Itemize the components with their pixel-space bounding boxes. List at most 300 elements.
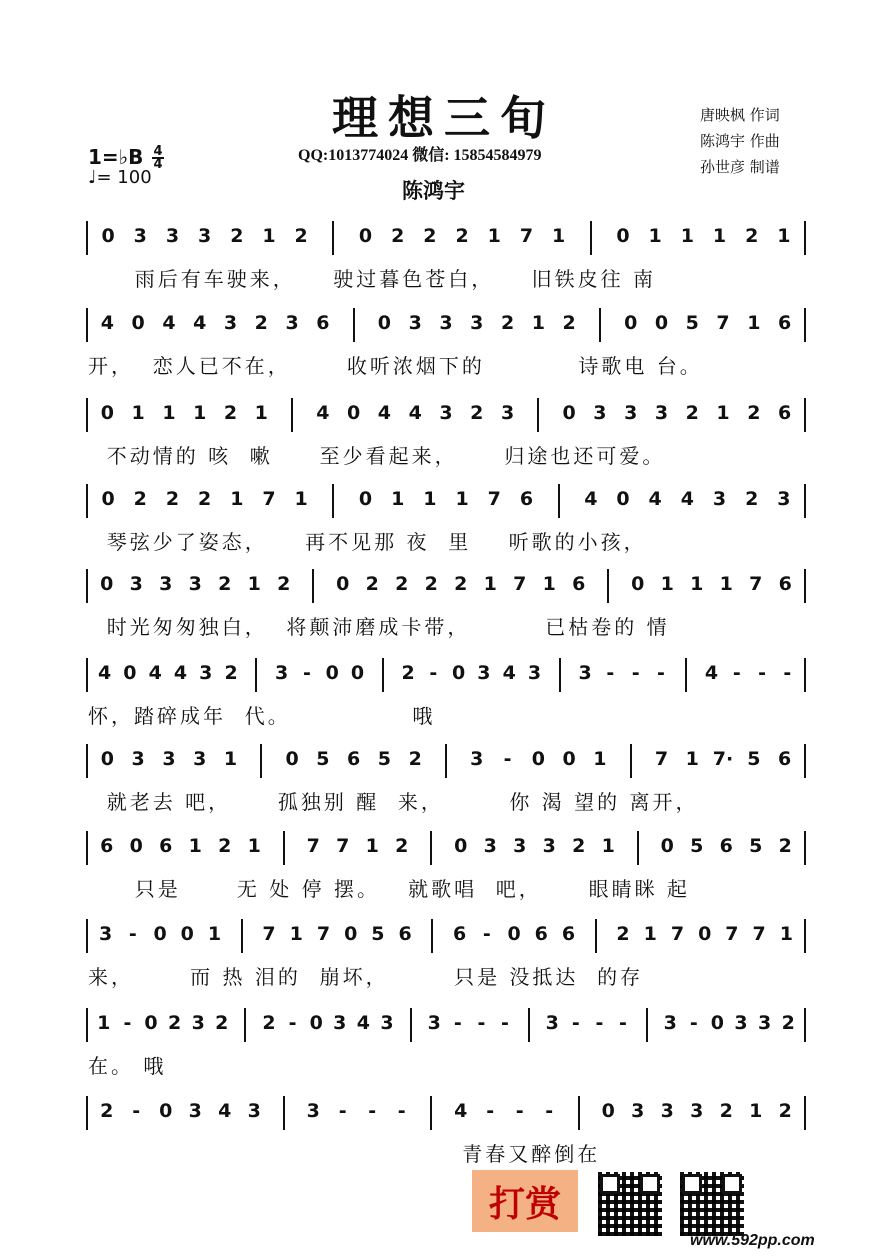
note: 2 bbox=[401, 662, 415, 684]
note: - bbox=[397, 1100, 406, 1122]
qr-code-icon bbox=[680, 1172, 744, 1236]
note: 1 bbox=[680, 225, 694, 247]
note: 6 bbox=[572, 573, 586, 595]
note: 0 bbox=[616, 488, 630, 510]
lyric-line: 来， 而 热 泪的 崩坏， 只是 没抵达 的存 bbox=[88, 965, 644, 989]
staff-row bbox=[0, 1100, 888, 1210]
note: 4 bbox=[648, 488, 662, 510]
note: 0 bbox=[654, 312, 669, 334]
note: 2 bbox=[423, 225, 437, 247]
bar-line bbox=[353, 308, 355, 342]
bar-line bbox=[244, 1008, 246, 1042]
lyric-line: 雨后有车驶来， 驶过暮色苍白， 旧铁皮往 南 bbox=[88, 267, 657, 291]
note: 0 bbox=[454, 835, 468, 857]
bar-line bbox=[410, 1008, 412, 1042]
note: 1 bbox=[230, 488, 244, 510]
note: 2 bbox=[218, 573, 232, 595]
note: 4 bbox=[408, 402, 422, 424]
note: - bbox=[123, 1012, 132, 1034]
note: 3 bbox=[188, 573, 202, 595]
bar-line bbox=[86, 221, 88, 255]
note: 4 bbox=[100, 312, 115, 334]
note: 1 bbox=[289, 923, 303, 945]
note: 0 bbox=[631, 573, 645, 595]
note: 0 bbox=[616, 225, 630, 247]
note: 3 bbox=[285, 312, 299, 334]
bar-line bbox=[804, 1008, 806, 1042]
bar-line bbox=[595, 919, 597, 953]
bar-line bbox=[528, 1008, 530, 1042]
lyric-line: 不动情的 咳 嗽 至少看起来， 归途也还可爱。 bbox=[88, 444, 666, 468]
note: 0 bbox=[131, 312, 145, 334]
note: 0 bbox=[101, 225, 115, 247]
note: - bbox=[758, 662, 767, 684]
note: 3 bbox=[757, 1012, 772, 1034]
time-signature-denominator: 4 bbox=[153, 157, 163, 172]
note: - bbox=[503, 748, 512, 770]
note: 0 bbox=[452, 662, 466, 684]
note: 6 bbox=[159, 835, 173, 857]
note: 3 bbox=[306, 1100, 320, 1122]
note: 3 bbox=[542, 835, 556, 857]
note: 1 bbox=[294, 488, 308, 510]
note: 3 bbox=[162, 748, 176, 770]
note: 2 bbox=[616, 923, 630, 945]
note: 6 bbox=[316, 312, 330, 334]
note: 0 bbox=[100, 748, 115, 770]
note: 0 bbox=[180, 923, 194, 945]
note: 5 bbox=[749, 835, 763, 857]
note: 1 bbox=[779, 923, 793, 945]
bar-line bbox=[637, 831, 639, 865]
note: 1 bbox=[207, 923, 222, 945]
note: 6 bbox=[777, 312, 792, 334]
note: 4 bbox=[377, 402, 392, 424]
note: 1 bbox=[455, 488, 469, 510]
bar-line bbox=[332, 221, 334, 255]
singer-name: 陈鸿宇 bbox=[402, 179, 465, 203]
bar-line bbox=[559, 658, 561, 692]
note: 7 bbox=[670, 923, 685, 945]
note: 1 bbox=[247, 835, 261, 857]
note: 2 bbox=[395, 573, 409, 595]
note: 3 bbox=[165, 225, 180, 247]
note: 7 bbox=[716, 312, 730, 334]
note: - bbox=[477, 1012, 486, 1034]
note: 5 bbox=[377, 748, 392, 770]
note: 7 bbox=[487, 488, 501, 510]
note: 6 bbox=[100, 835, 114, 857]
note: 1 bbox=[719, 573, 733, 595]
bar-line bbox=[804, 569, 806, 603]
bar-line bbox=[537, 398, 539, 432]
note: 6 bbox=[777, 402, 792, 424]
note: 3 bbox=[333, 1012, 347, 1034]
bar-line bbox=[685, 658, 687, 692]
note: 1 bbox=[660, 573, 674, 595]
site-watermark: www.592pp.com bbox=[690, 1232, 815, 1249]
note: 6 bbox=[561, 923, 576, 945]
note: 2 bbox=[365, 573, 379, 595]
note: 4 bbox=[162, 312, 176, 334]
note: 1 bbox=[423, 488, 437, 510]
note: 1 bbox=[685, 748, 699, 770]
note: 0 bbox=[285, 748, 299, 770]
note: 1 bbox=[365, 835, 379, 857]
bar-line bbox=[430, 831, 432, 865]
lyric-line: 琴弦少了姿态， 再不见那 夜 里 听歌的小孩， bbox=[88, 530, 647, 554]
time-signature-numerator: 4 bbox=[153, 144, 163, 159]
note: 1 bbox=[648, 225, 662, 247]
note: 3 bbox=[159, 573, 173, 595]
note: 1 bbox=[749, 1100, 763, 1122]
bar-line bbox=[804, 398, 806, 432]
bar-line bbox=[804, 221, 806, 255]
note: 2 bbox=[215, 1012, 229, 1034]
bar-line bbox=[255, 658, 257, 692]
bar-line bbox=[312, 569, 314, 603]
note: 2 bbox=[294, 225, 308, 247]
bar-line bbox=[599, 308, 601, 342]
note: 3 bbox=[483, 835, 497, 857]
note: 2 bbox=[391, 225, 405, 247]
bar-line bbox=[86, 1008, 88, 1042]
note: 2 bbox=[254, 312, 268, 334]
note: - bbox=[128, 923, 137, 945]
note: 6 bbox=[778, 573, 792, 595]
note: - bbox=[302, 662, 311, 684]
reward-button[interactable] bbox=[472, 1170, 578, 1232]
note: 3 bbox=[380, 1012, 394, 1034]
note: 1 bbox=[188, 835, 202, 857]
bar-line bbox=[646, 1008, 648, 1042]
note: - bbox=[132, 1100, 141, 1122]
note: 3 bbox=[545, 1012, 559, 1034]
note: 0 bbox=[601, 1100, 615, 1122]
note: - bbox=[783, 662, 792, 684]
note: 5 bbox=[685, 312, 699, 334]
note: 2 bbox=[781, 1012, 795, 1034]
bar-line bbox=[578, 1096, 580, 1130]
note: 1 bbox=[97, 1012, 111, 1034]
note: 4 bbox=[98, 662, 112, 684]
bar-line bbox=[86, 569, 88, 603]
note: 5 bbox=[316, 748, 330, 770]
bar-line bbox=[86, 308, 88, 342]
note: 7 bbox=[316, 923, 331, 945]
note: - bbox=[595, 1012, 604, 1034]
bar-line bbox=[804, 919, 806, 953]
note: 0 bbox=[336, 573, 350, 595]
note: 2 bbox=[685, 402, 699, 424]
note: 2 bbox=[745, 488, 759, 510]
note: 3 bbox=[199, 662, 213, 684]
note: 0 bbox=[377, 312, 392, 334]
note: 2 bbox=[778, 1100, 792, 1122]
bar-line bbox=[86, 831, 88, 865]
note: - bbox=[501, 1012, 509, 1034]
note: - bbox=[571, 1012, 580, 1034]
note: 4 bbox=[316, 402, 330, 424]
note: 2 bbox=[100, 1100, 114, 1122]
note: - bbox=[429, 662, 438, 684]
note: - bbox=[515, 1100, 524, 1122]
note: 1 bbox=[254, 402, 268, 424]
note: 6 bbox=[347, 748, 361, 770]
note: 6 bbox=[719, 835, 733, 857]
note: 2 bbox=[455, 225, 469, 247]
note: 4 bbox=[356, 1012, 371, 1034]
note: 6 bbox=[534, 923, 548, 945]
note: 2 bbox=[133, 488, 147, 510]
note: 3 bbox=[439, 312, 453, 334]
note: 3 bbox=[578, 662, 592, 684]
note: 1 bbox=[643, 923, 657, 945]
note: 2 bbox=[500, 312, 515, 334]
note: 7 bbox=[654, 748, 669, 770]
note: 3 bbox=[275, 662, 289, 684]
bar-line bbox=[86, 398, 88, 432]
note: 3 bbox=[223, 312, 238, 334]
note: 7 bbox=[262, 923, 276, 945]
note: 0 bbox=[153, 923, 167, 945]
note: 1 bbox=[223, 748, 238, 770]
note: 3 bbox=[247, 1100, 261, 1122]
note: - bbox=[368, 1100, 377, 1122]
note: 3 bbox=[777, 488, 791, 510]
note: 2 bbox=[224, 662, 238, 684]
credit-lyricist: 唐映枫 作词 bbox=[700, 106, 780, 124]
bar-line bbox=[590, 221, 592, 255]
note: 7 bbox=[749, 573, 763, 595]
lyric-line: 在。 哦 bbox=[88, 1054, 167, 1078]
note: 2 bbox=[424, 573, 438, 595]
note: 2 bbox=[778, 835, 792, 857]
note: 7 bbox=[306, 835, 320, 857]
note: 0 bbox=[350, 662, 365, 684]
note: 3 bbox=[734, 1012, 748, 1034]
note: 1 bbox=[162, 402, 176, 424]
note: 7 bbox=[519, 225, 534, 247]
note: 5 bbox=[747, 748, 761, 770]
qr-code-icon bbox=[598, 1172, 662, 1236]
note: 7 bbox=[336, 835, 350, 857]
lyric-line: 青春又醉倒在 bbox=[88, 1142, 601, 1166]
note: 0 bbox=[123, 662, 137, 684]
key-signature: 1=♭B bbox=[88, 145, 144, 169]
note: 7 bbox=[725, 923, 739, 945]
note: 2 bbox=[262, 1012, 276, 1034]
note: 7· bbox=[712, 748, 734, 770]
bar-line bbox=[804, 1096, 806, 1130]
note: 3 bbox=[663, 1012, 677, 1034]
note: 0 bbox=[660, 835, 674, 857]
tempo-marking: ♩= 100 bbox=[88, 167, 152, 188]
bar-line bbox=[804, 831, 806, 865]
note: 3 bbox=[129, 573, 143, 595]
note: 6 bbox=[398, 923, 412, 945]
bar-line bbox=[558, 484, 560, 518]
note: 4 bbox=[584, 488, 598, 510]
bar-line bbox=[332, 484, 334, 518]
note: 3 bbox=[654, 402, 669, 424]
note: 0 bbox=[100, 402, 115, 424]
note: 3 bbox=[624, 402, 638, 424]
note: 0 bbox=[531, 748, 545, 770]
lyric-line: 怀，踏碎成年 代。 哦 bbox=[88, 704, 436, 728]
bar-line bbox=[607, 569, 609, 603]
time-signature bbox=[152, 146, 164, 170]
note: 3 bbox=[513, 835, 527, 857]
note: 1 bbox=[262, 225, 276, 247]
note: 3 bbox=[408, 312, 422, 334]
credit-arranger: 孙世彦 制谱 bbox=[700, 158, 780, 176]
credit-composer: 陈鸿宇 作曲 bbox=[700, 132, 780, 150]
note: 0 bbox=[562, 402, 576, 424]
note: 5 bbox=[690, 835, 704, 857]
note: 3 bbox=[527, 662, 542, 684]
bar-line bbox=[283, 1096, 285, 1130]
note: 1 bbox=[391, 488, 405, 510]
lyric-line: 时光匆匆独白， 将颠沛磨成卡带， 已枯卷的 情 bbox=[88, 615, 670, 639]
note: - bbox=[545, 1100, 554, 1122]
note: 3 bbox=[133, 225, 147, 247]
note: 3 bbox=[660, 1100, 674, 1122]
note: 0 bbox=[624, 312, 638, 334]
note: 2 bbox=[218, 835, 232, 857]
note: 6 bbox=[777, 748, 792, 770]
note: 0 bbox=[710, 1012, 725, 1034]
note: - bbox=[453, 1012, 462, 1034]
note: 2 bbox=[165, 488, 180, 510]
note: 4 bbox=[454, 1100, 468, 1122]
note: 2 bbox=[223, 402, 238, 424]
note: 3 bbox=[690, 1100, 704, 1122]
note: - bbox=[288, 1012, 297, 1034]
note: 7 bbox=[752, 923, 766, 945]
lyric-line: 只是 无 处 停 摆。 就歌唱 吧， 眼睛眯 起 bbox=[88, 877, 690, 901]
note: 1 bbox=[531, 312, 545, 334]
note: 2 bbox=[230, 225, 244, 247]
note: - bbox=[338, 1100, 347, 1122]
note: - bbox=[732, 662, 741, 684]
contact-info: QQ:1013774024 微信: 15854584979 bbox=[298, 147, 542, 164]
bar-line bbox=[291, 398, 293, 432]
note: 0 bbox=[100, 573, 114, 595]
note: 3 bbox=[439, 402, 453, 424]
note: 4 bbox=[704, 662, 719, 684]
note: 3 bbox=[593, 402, 607, 424]
note: 7 bbox=[513, 573, 527, 595]
note: 2 bbox=[408, 748, 422, 770]
note: 3 bbox=[131, 748, 145, 770]
note: 2 bbox=[747, 402, 761, 424]
note: 4 bbox=[218, 1100, 232, 1122]
note: 0 bbox=[698, 923, 712, 945]
note: 3 bbox=[188, 1100, 202, 1122]
note: 3 bbox=[191, 1012, 205, 1034]
note: 0 bbox=[325, 662, 339, 684]
note: 0 bbox=[309, 1012, 323, 1034]
note: 1 bbox=[716, 402, 730, 424]
note: - bbox=[656, 662, 665, 684]
note: - bbox=[619, 1012, 627, 1034]
bar-line bbox=[86, 658, 88, 692]
note: 6 bbox=[452, 923, 467, 945]
note: - bbox=[689, 1012, 698, 1034]
note: 4 bbox=[502, 662, 516, 684]
bar-line bbox=[804, 308, 806, 342]
note: 1 bbox=[131, 402, 145, 424]
bar-line bbox=[431, 919, 433, 953]
bar-line bbox=[260, 744, 262, 778]
bar-line bbox=[86, 484, 88, 518]
bar-line bbox=[804, 484, 806, 518]
note: 0 bbox=[347, 402, 361, 424]
bar-line bbox=[382, 658, 384, 692]
note: 4 bbox=[193, 312, 207, 334]
note: 2 bbox=[395, 835, 409, 857]
note: 3 bbox=[98, 923, 113, 945]
bar-line bbox=[283, 831, 285, 865]
note: 0 bbox=[507, 923, 521, 945]
note: 2 bbox=[277, 573, 291, 595]
note: 4 bbox=[680, 488, 694, 510]
bar-line bbox=[86, 744, 88, 778]
note: 2 bbox=[454, 573, 468, 595]
lyric-line: 开， 恋人已不在， 收听浓烟下的 诗歌电 台。 bbox=[88, 354, 703, 378]
bar-line bbox=[804, 744, 806, 778]
note: 3 bbox=[477, 662, 491, 684]
note: 3 bbox=[470, 748, 484, 770]
note: - bbox=[606, 662, 615, 684]
note: 0 bbox=[344, 923, 358, 945]
page-title: 理想三旬 bbox=[332, 91, 556, 145]
note: 3 bbox=[712, 488, 727, 510]
note: 4 bbox=[173, 662, 188, 684]
note: 1 bbox=[193, 402, 207, 424]
note: 6 bbox=[519, 488, 534, 510]
note: 2 bbox=[167, 1012, 182, 1034]
note: 0 bbox=[129, 835, 143, 857]
lyric-line: 就老去 吧， 孤独别 醒 来， 你 渴 望的 离开， bbox=[88, 790, 699, 814]
note: 1 bbox=[542, 573, 556, 595]
note: - bbox=[631, 662, 640, 684]
note: 3 bbox=[631, 1100, 645, 1122]
note: 2 bbox=[198, 488, 212, 510]
note: 0 bbox=[562, 748, 576, 770]
note: 2 bbox=[719, 1100, 733, 1122]
bar-line bbox=[804, 658, 806, 692]
note: 1 bbox=[601, 835, 615, 857]
bar-line bbox=[86, 919, 88, 953]
note: 0 bbox=[101, 488, 115, 510]
note: 0 bbox=[144, 1012, 158, 1034]
bar-line bbox=[630, 744, 632, 778]
note: 0 bbox=[358, 488, 373, 510]
note: 0 bbox=[358, 225, 373, 247]
note: - bbox=[482, 923, 491, 945]
bar-line bbox=[86, 1096, 88, 1130]
note: 1 bbox=[483, 573, 497, 595]
reward-label: 打赏 bbox=[488, 1183, 561, 1225]
note: 1 bbox=[747, 312, 761, 334]
note: 2 bbox=[562, 312, 576, 334]
bar-line bbox=[445, 744, 447, 778]
note: 3 bbox=[198, 225, 212, 247]
note: 3 bbox=[500, 402, 515, 424]
bar-line bbox=[241, 919, 243, 953]
